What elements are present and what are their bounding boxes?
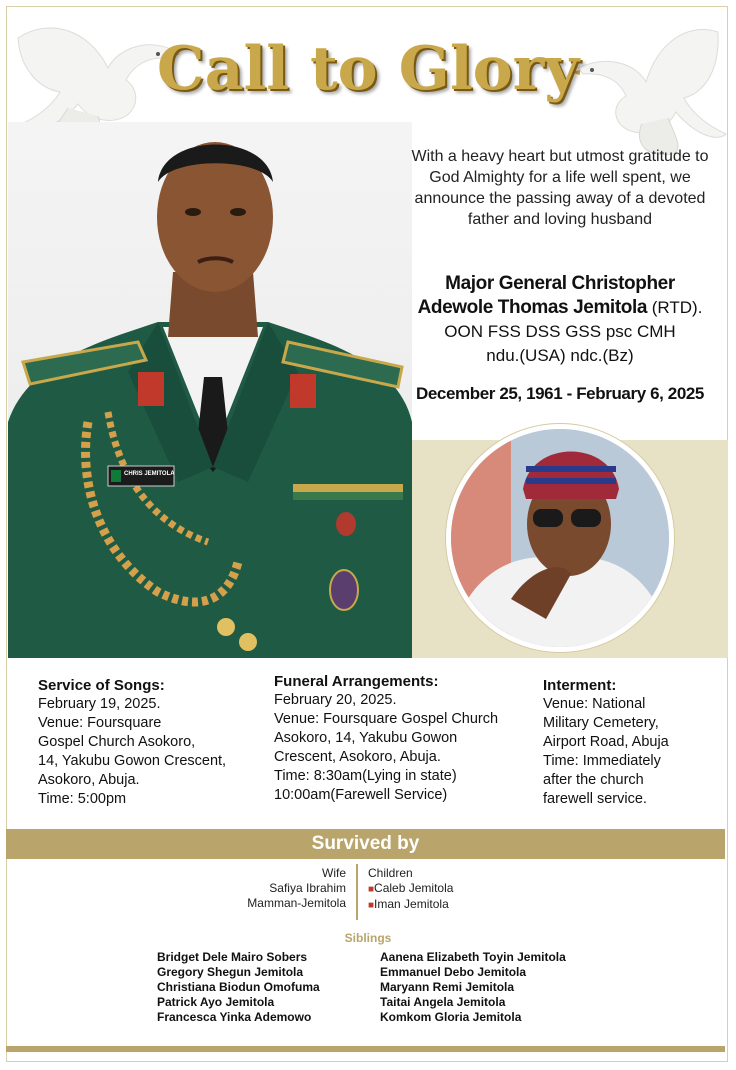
- sibling-name: Francesca Yinka Ademowo: [157, 1010, 312, 1024]
- bottom-border-bar: [6, 1046, 725, 1052]
- survived-by-title: Survived by: [311, 833, 420, 854]
- portrait-circle: [446, 424, 674, 652]
- sibling-name: Christiana Biodun Omofuma: [157, 980, 320, 994]
- sibling-name: Komkom Gloria Jemitola: [380, 1010, 522, 1024]
- service-line: February 19, 2025.: [38, 696, 161, 712]
- page-title: Call to Glory: [156, 34, 580, 104]
- siblings-left: [157, 950, 320, 1025]
- honours-line1: OON FSS DSS GSS psc CMH: [444, 322, 676, 341]
- deceased-name-line1: Major General Christopher: [445, 273, 675, 294]
- funeral-line: Asokoro, 14, Yakubu Gowon: [274, 730, 458, 746]
- service-of-songs: [38, 676, 248, 809]
- portrait-uniform: [8, 122, 412, 658]
- sibling-name: Patrick Ayo Jemitola: [157, 995, 275, 1009]
- bullet-icon: ■: [368, 884, 375, 895]
- interment-line: Airport Road, Abuja: [543, 734, 669, 750]
- child-name: Iman Jemitola: [374, 897, 449, 911]
- bullet-icon: ■: [368, 900, 375, 911]
- announcement-text: With a heavy heart but utmost gratitude to God Almighty for a life well spent, we announce the passing away of a devoted father and loving husband: [411, 148, 709, 228]
- interment-line: Time: Immediately: [543, 753, 661, 769]
- service-line: Time: 5:00pm: [38, 791, 127, 807]
- sibling-name: Maryann Remi Jemitola: [380, 980, 515, 994]
- interment-heading: Interment:: [543, 677, 617, 694]
- family-divider: [356, 864, 358, 920]
- funeral-arrangements: [274, 672, 524, 805]
- funeral-line: February 20, 2025.: [274, 692, 397, 708]
- child-item: [368, 881, 453, 897]
- funeral-line: Time: 8:30am(Lying in state): [274, 768, 457, 784]
- children-block: [368, 866, 453, 913]
- interment-line: Military Cemetery,: [543, 715, 659, 731]
- interment-line: after the church: [543, 772, 644, 788]
- life-dates: December 25, 1961 - February 6, 2025: [415, 384, 704, 403]
- sibling-name: Aanena Elizabeth Toyin Jemitola: [380, 950, 566, 964]
- sibling-name: Gregory Shegun Jemitola: [157, 965, 304, 979]
- service-line: 14, Yakubu Gowon Crescent,: [38, 753, 227, 769]
- funeral-line: Crescent, Asokoro, Abuja.: [274, 749, 441, 765]
- service-of-songs-heading: Service of Songs:: [38, 677, 165, 694]
- child-name: Caleb Jemitola: [374, 881, 454, 895]
- honours-line2: ndu.(USA) ndc.(Bz): [486, 346, 634, 365]
- funeral-heading: Funeral Arrangements:: [274, 673, 439, 690]
- wife-name-line1: Safiya Ibrahim: [269, 881, 346, 895]
- sibling-name: Taitai Angela Jemitola: [380, 995, 506, 1009]
- service-line: Venue: Foursquare: [38, 715, 162, 731]
- uniform-name-tag: CHRIS JEMITOLA: [124, 471, 175, 477]
- rank-suffix: (RTD).: [651, 298, 703, 317]
- service-line: Asokoro, Abuja.: [38, 772, 140, 788]
- wife-name-line2: Mamman-Jemitola: [247, 896, 346, 910]
- children-label: Children: [368, 866, 413, 880]
- survived-by-banner: [6, 829, 725, 859]
- deceased-name-block: [400, 272, 720, 368]
- service-line: Gospel Church Asokoro,: [38, 734, 196, 750]
- wife-block: [247, 866, 346, 911]
- child-item: [368, 897, 453, 913]
- sibling-name: Bridget Dele Mairo Sobers: [157, 950, 308, 964]
- siblings-heading: Siblings: [344, 931, 392, 945]
- interment-line: Venue: National: [543, 696, 646, 712]
- wife-label: Wife: [322, 866, 346, 880]
- interment: [543, 676, 723, 809]
- siblings-right: [380, 950, 566, 1025]
- funeral-line: 10:00am(Farewell Service): [274, 787, 448, 803]
- sibling-name: Emmanuel Debo Jemitola: [380, 965, 527, 979]
- deceased-name-line2: Adewole Thomas Jemitola: [417, 297, 647, 318]
- funeral-line: Venue: Foursquare Gospel Church: [274, 711, 499, 727]
- interment-line: farewell service.: [543, 791, 647, 807]
